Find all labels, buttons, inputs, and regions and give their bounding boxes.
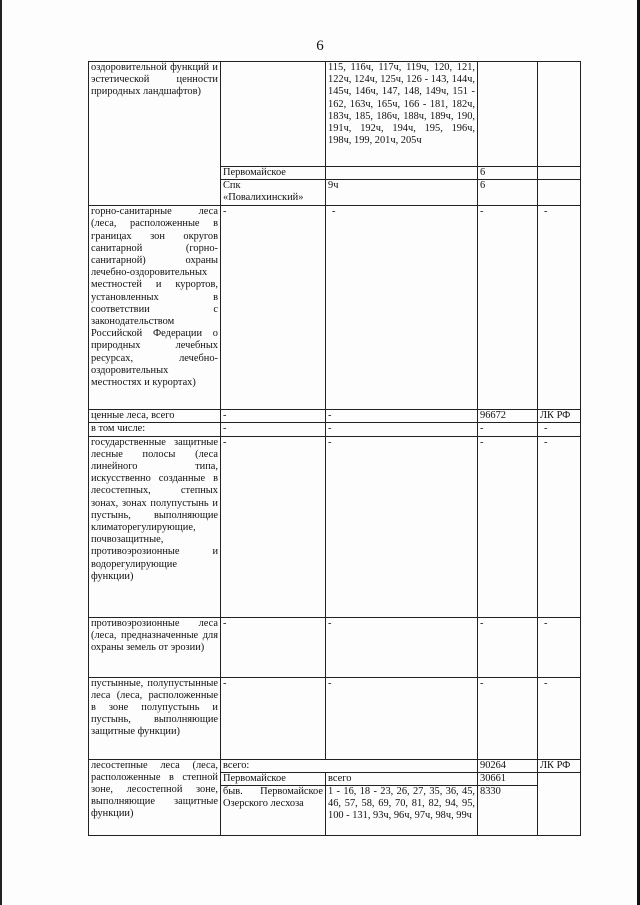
- quarters-cell: -: [326, 410, 478, 423]
- basis-cell: -: [538, 617, 581, 677]
- basis-cell: ЛК РФ: [538, 410, 581, 423]
- category-cell: пустынные, полупустынные леса (леса, расположенные в зоне полупустынь и пустынь, выполняющие защитные функции): [89, 677, 221, 759]
- area-cell: -: [478, 677, 538, 759]
- table-row: [89, 206, 581, 410]
- quarters-cell: -: [326, 206, 478, 410]
- basis-cell: -: [538, 423, 581, 436]
- forestry-cell: -: [221, 436, 326, 617]
- table-row: [89, 436, 581, 617]
- table-row: [89, 617, 581, 677]
- table-row: [89, 410, 581, 423]
- table-row: [89, 423, 581, 436]
- quarters-cell: [326, 167, 478, 180]
- basis-cell: ЛК РФ: [538, 759, 581, 772]
- category-cell: в том числе:: [89, 423, 221, 436]
- category-cell: государственные защитные лесные полосы (леса линейного типа, искусственно созданные в лесостепных, степных зонах, зонах полупустынь и пустынь, выполняющие климаторегулирующие, почвозащитные, противоэрозионные и водорегулирующие функции): [89, 436, 221, 617]
- forestry-cell: -: [221, 423, 326, 436]
- quarters-cell: 9ч: [326, 180, 478, 206]
- basis-cell: [538, 772, 581, 835]
- basis-cell: [538, 167, 581, 180]
- basis-cell: -: [538, 436, 581, 617]
- table-row: [89, 677, 581, 759]
- forestry-cell: -: [221, 677, 326, 759]
- area-cell: 96672: [478, 410, 538, 423]
- page-number: 6: [316, 38, 324, 54]
- basis-cell: -: [538, 677, 581, 759]
- forest-protection-table: [88, 61, 581, 836]
- area-cell: -: [478, 206, 538, 410]
- forestry-cell: -: [221, 410, 326, 423]
- forestry-cell: [221, 62, 326, 167]
- area-cell: 6: [478, 167, 538, 180]
- area-cell: 6: [478, 180, 538, 206]
- area-cell: -: [478, 423, 538, 436]
- category-cell: оздоровительной функций и эстетической ценности природных ландшафтов): [89, 62, 221, 206]
- basis-cell: [538, 180, 581, 206]
- quarters-cell: -: [326, 436, 478, 617]
- total-cell: всего:: [221, 759, 478, 772]
- basis-cell: [538, 62, 581, 167]
- basis-cell: -: [538, 206, 581, 410]
- forestry-cell: -: [221, 617, 326, 677]
- quarters-cell: -: [326, 617, 478, 677]
- forestry-cell: -: [221, 206, 326, 410]
- quarters-cell: 1 - 16, 18 - 23, 26, 27, 35, 36, 45, 46, 57, 58, 69, 70, 81, 82, 94, 95, 100 - 131, 93ч, 96ч, 97ч, 98ч, 99ч: [326, 786, 478, 836]
- category-cell: противоэрозионные леса (леса, предназначенные для охраны земель от эрозии): [89, 617, 221, 677]
- quarters-cell: всего: [326, 772, 478, 785]
- table-row: [89, 62, 581, 167]
- forestry-cell: Первомайское: [221, 167, 326, 180]
- forestry-cell: быв. Первомайское Озерского лесхоза: [221, 786, 326, 836]
- category-cell: горно-санитарные леса (леса, расположенные в границах зон округов санитарной (горно-санитарной) охраны лечебно-оздоровительных местностей и курортов, установленных в соответствии с законодательством Российской Федерации о природных лечебных ресурсах, лечебно-оздоровительных местностях и курортах): [89, 206, 221, 410]
- forestry-cell: Спк «Повалихинский»: [221, 180, 326, 206]
- area-cell: 90264: [478, 759, 538, 772]
- category-cell: ценные леса, всего: [89, 410, 221, 423]
- quarters-cell: 115, 116ч, 117ч, 119ч, 120, 121, 122ч, 124ч, 125ч, 126 - 143, 144ч, 145ч, 146ч, 147, 148, 149ч, 151 - 162, 163ч, 165ч, 166 - 181, 182ч, 183ч, 185, 186ч, 188ч, 189ч, 190, 191ч, 192ч, 194ч, 195, 196ч, 198ч, 199, 201ч, 205ч: [326, 62, 478, 167]
- category-cell: лесостепные леса (леса, расположенные в степной зоне, лесостепной зоне, выполняющие защитные функции): [89, 759, 221, 835]
- area-cell: -: [478, 617, 538, 677]
- area-cell: -: [478, 436, 538, 617]
- forestry-cell: Первомайское: [221, 772, 326, 785]
- area-cell: 30661: [478, 772, 538, 785]
- scan-left-edge: [0, 0, 2, 905]
- area-cell: [478, 62, 538, 167]
- table-row: [89, 759, 581, 772]
- quarters-cell: -: [326, 677, 478, 759]
- quarters-cell: -: [326, 423, 478, 436]
- area-cell: 8330: [478, 786, 538, 836]
